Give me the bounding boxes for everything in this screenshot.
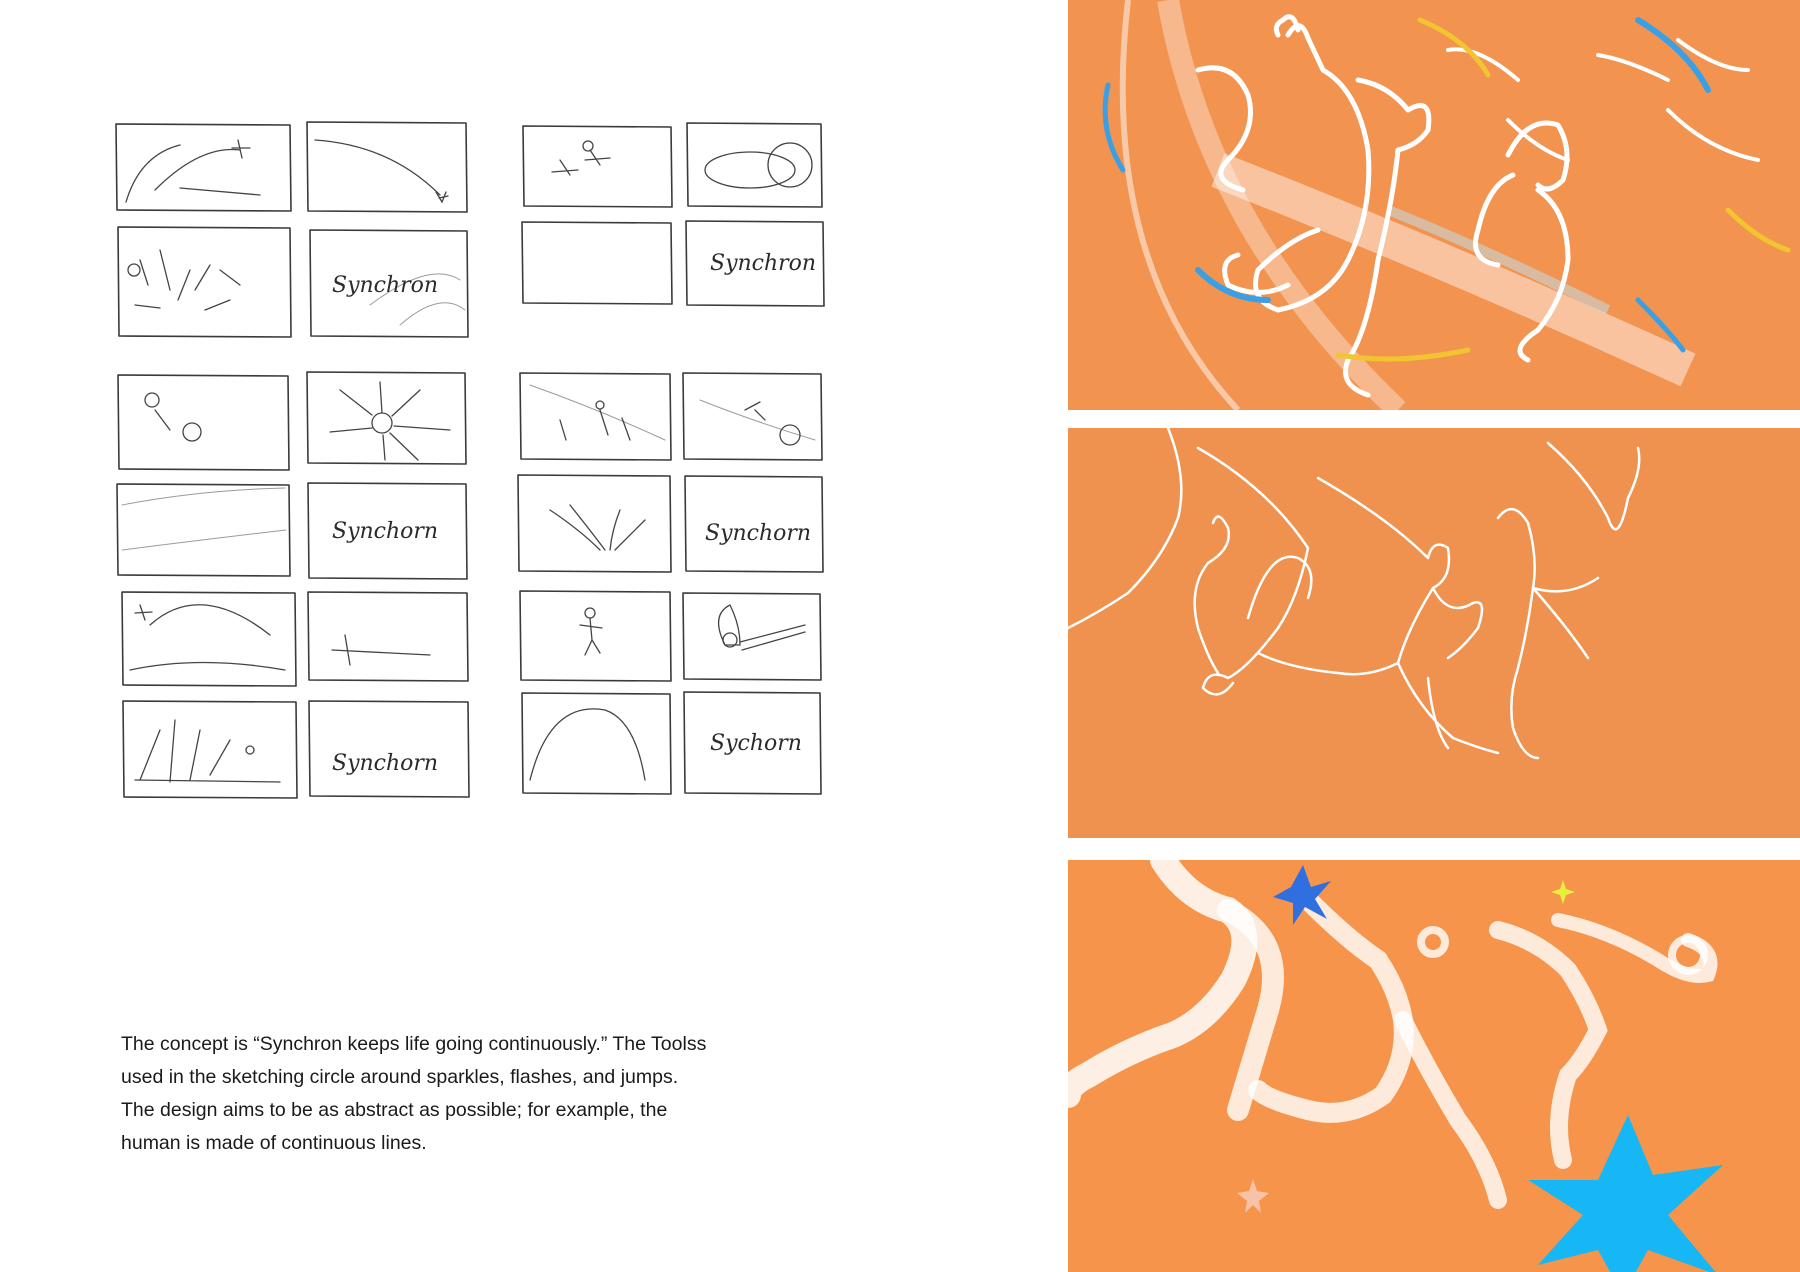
lime-sparkle bbox=[1551, 880, 1575, 904]
concept-description bbox=[121, 1028, 781, 1160]
motion-sketch-figures-illustration bbox=[1068, 0, 1800, 410]
sketch-word-6: Sychorn bbox=[710, 731, 802, 756]
caption-line-4: human is made of continuous lines. bbox=[121, 1132, 427, 1154]
sketch-word-2: Synchron bbox=[710, 251, 817, 276]
continuous-line-figures-illustration bbox=[1068, 428, 1800, 838]
storyboard-group-1 bbox=[116, 122, 468, 337]
storyboard-group-4 bbox=[518, 373, 823, 572]
sketch-word-5: Synchorn bbox=[332, 751, 439, 776]
storyboard-sketches bbox=[100, 110, 860, 910]
caption-line-3: The design aims to be as abstract as possible; for example, the bbox=[121, 1099, 668, 1121]
royal-blue-star bbox=[1273, 865, 1331, 925]
sketch-word-1: Synchron bbox=[332, 273, 439, 298]
storyboard-drawing bbox=[100, 110, 860, 910]
sketch-word-4: Synchorn bbox=[705, 521, 812, 546]
sketch-word-3: Synchorn bbox=[332, 519, 439, 544]
pale-sparkle bbox=[1237, 1179, 1269, 1213]
illustration-panel-2 bbox=[1068, 428, 1800, 838]
storyboard-group-3 bbox=[117, 372, 467, 579]
illustration-panel-1 bbox=[1068, 0, 1800, 410]
storyboard-group-2 bbox=[522, 123, 824, 306]
caption-line-2: used in the sketching circle around sparkles, flashes, and jumps. bbox=[121, 1066, 679, 1088]
illustration-panel-3 bbox=[1068, 860, 1800, 1272]
caption-line-1: The concept is “Synchron keeps life going continuously.” The Toolss bbox=[121, 1033, 707, 1055]
storyboard-group-5 bbox=[122, 592, 469, 798]
textured-dancers-illustration bbox=[1068, 860, 1800, 1272]
storyboard-group-6 bbox=[520, 591, 821, 794]
